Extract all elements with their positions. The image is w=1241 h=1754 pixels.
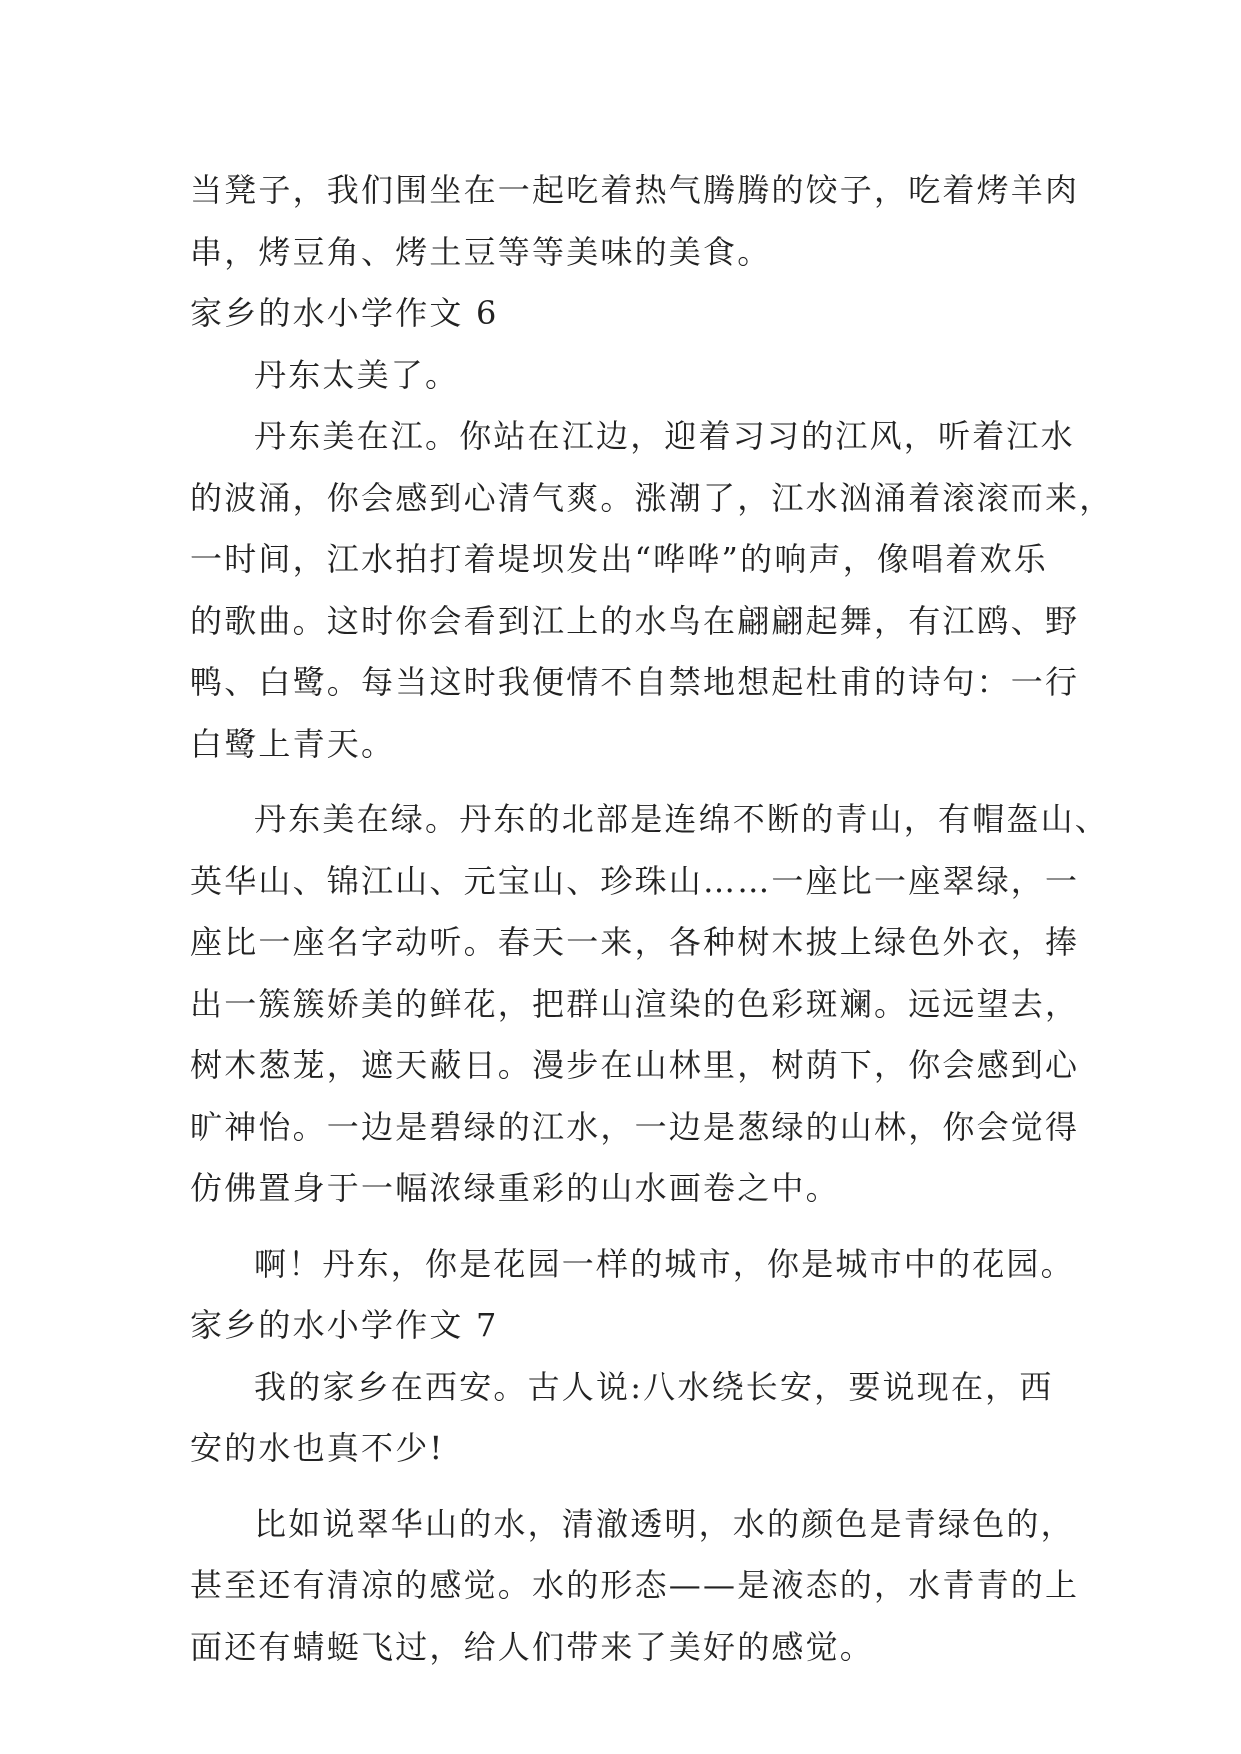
paragraph-line: 丹东美在绿。丹东的北部是连绵不断的青山，有帽盔山、: [254, 800, 1110, 838]
paragraph-line: 丹东太美了。: [254, 355, 460, 394]
paragraph-line: 的歌曲。这时你会看到江上的水鸟在翩翩起舞，有江鸥、野: [190, 601, 1080, 640]
paragraph-line: 出一簇簇娇美的鲜花，把群山渲染的色彩斑斓。远远望去，: [190, 984, 1080, 1023]
paragraph-line: 的波涌，你会感到心清气爽。涨潮了，江水汹涌着滚滚而来，: [190, 478, 1114, 517]
paragraph-line: 丹东美在江。你站在江边，迎着习习的江风，听着江水: [254, 417, 1075, 455]
paragraph-line: 比如说翠华山的水，清澈透明，水的颜色是青绿色的，: [254, 1504, 1075, 1543]
paragraph-line: 座比一座名字动听。春天一来，各种树木披上绿色外衣，捧: [190, 923, 1080, 961]
paragraph-line: 串，烤豆角、烤土豆等等美味的美食。: [190, 232, 772, 271]
paragraph-line: 白鹭上青天。: [190, 724, 396, 763]
paragraph-line: 我的家乡在西安。古人说:八水绕长安，要说现在，西: [254, 1367, 1054, 1406]
paragraph-line: 啊！丹东，你是花园一样的城市，你是城市中的花园。: [254, 1244, 1075, 1283]
paragraph-line: 一时间，江水拍打着堤坝发出“哗哗”的响声，像唱着欢乐: [190, 540, 1048, 578]
paragraph-line: 安的水也真不少!: [190, 1429, 445, 1467]
paragraph-line: 仿佛置身于一幅浓绿重彩的山水画卷之中。: [190, 1169, 840, 1207]
paragraph-line: 树木葱茏，遮天蔽日。漫步在山林里，树荫下，你会感到心: [190, 1046, 1080, 1084]
paragraph-line: 鸭、白鹭。每当这时我便情不自禁地想起杜甫的诗句：一行: [190, 663, 1080, 701]
paragraph-line: 面还有蜻蜓飞过，给人们带来了美好的感觉。: [190, 1627, 875, 1666]
paragraph-line: 旷神怡。一边是碧绿的江水，一边是葱绿的山林，你会觉得: [190, 1107, 1080, 1146]
document-body: [190, 160, 1114, 1678]
paragraph-line: 当凳子，我们围坐在一起吃着热气腾腾的饺子，吃着烤羊肉: [190, 171, 1080, 209]
section-heading: 家乡的水小学作文 6: [190, 294, 499, 332]
paragraph-line: 英华山、锦江山、元宝山、珍珠山……一座比一座翠绿，一: [190, 861, 1080, 900]
paragraph-line: 甚至还有清凉的感觉。水的形态——是液态的，水青青的上: [190, 1566, 1080, 1604]
section-heading: 家乡的水小学作文 7: [190, 1306, 499, 1344]
